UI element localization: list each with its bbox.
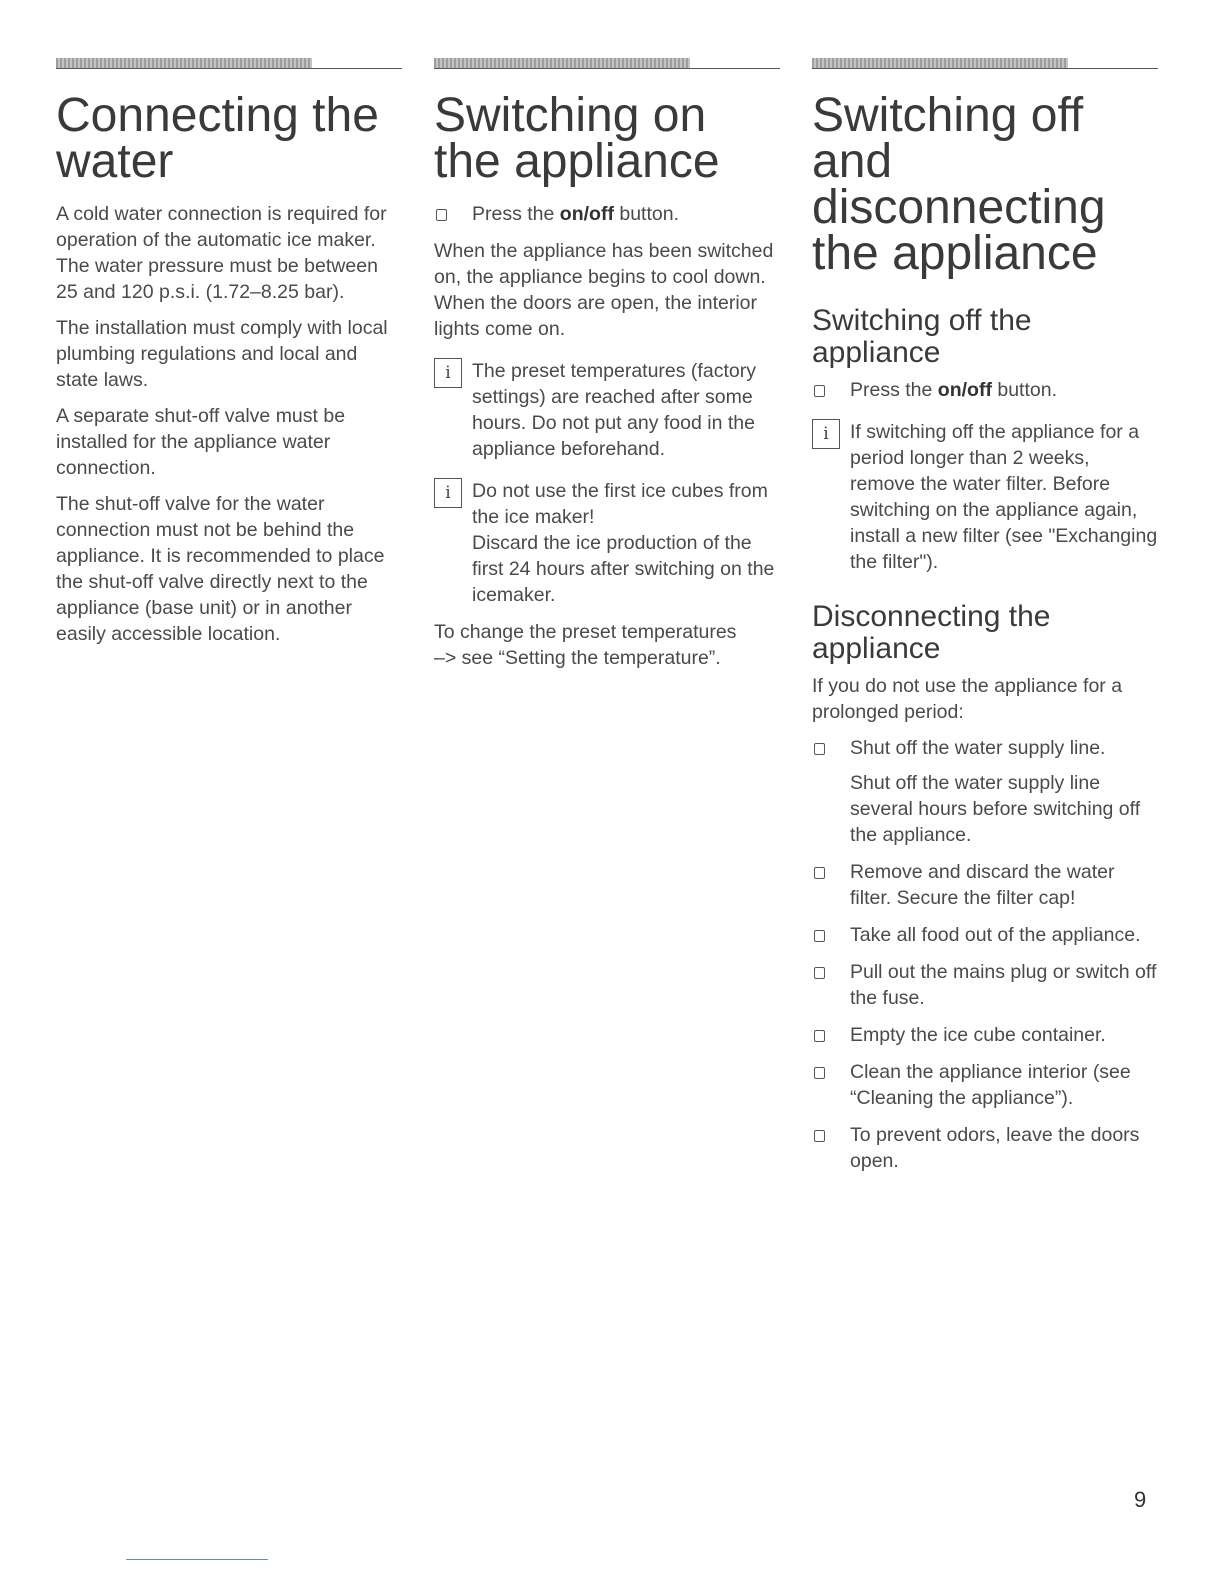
info-note (812, 419, 1158, 575)
page-number: 9 (1134, 1487, 1147, 1512)
footer-line (126, 1559, 268, 1560)
subheading-line: appliance (812, 336, 941, 369)
checkbox-bullet-icon (814, 930, 825, 942)
paragraph: A cold water connection is required for operation of the automatic ice maker. The water pressure must be between 25 and 120 p.s.i. (1.72–8.25 bar). (56, 203, 387, 303)
checkbox-bullet-icon (814, 1130, 825, 1142)
paragraph: When the appliance has been switched on, the appliance begins to cool down. When the doors are open, the interior lights come on. (434, 240, 774, 340)
step-text: button. (613, 203, 679, 225)
paragraph: If you do not use the appliance for a prolonged period: (812, 675, 1123, 723)
paragraph: A separate shut-off valve must be installed for the appliance water connection. (56, 405, 346, 479)
note-text: Do not use the first ice cubes from the ice maker! (472, 480, 768, 528)
paragraph: The shut-off valve for the water connection must not be behind the appliance. It is recommended to place the shut-off valve directly next to the appliance (base unit) or in another easily accessible location. (56, 493, 385, 645)
checkbox-bullet-icon (814, 385, 825, 397)
heading-line: the appliance (434, 135, 720, 188)
step-text: Remove and discard the water filter. Secure the filter cap! (850, 861, 1115, 909)
heading-line: Switching on (434, 89, 707, 142)
section-rule (434, 56, 780, 69)
step-text: Clean the appliance interior (see “Cleaning the appliance”). (850, 1061, 1131, 1109)
step-clean-interior (812, 1059, 1158, 1111)
heading-line: and (812, 135, 893, 188)
step-shut-off-water (812, 735, 1158, 761)
heading-connecting-water (56, 89, 402, 188)
rule-bar (434, 58, 690, 68)
subheading-disconnecting (812, 601, 1158, 665)
checkbox-bullet-icon (814, 867, 825, 879)
paragraph: The installation must comply with local plumbing regulations and local and state laws. (56, 317, 388, 391)
step-text: Empty the ice cube container. (850, 1024, 1106, 1046)
heading-line: water (56, 135, 174, 188)
subheading-line: Switching off the (812, 304, 1032, 337)
note-text: The preset temperatures (factory settings) are reached after some hours. Do not put any food in the appliance beforehand. (472, 360, 756, 460)
step-empty-container (812, 1022, 1158, 1048)
step-text: button. (991, 379, 1057, 401)
on-off-label: on/off (559, 203, 614, 225)
step-text: Shut off the water supply line. (850, 737, 1106, 759)
info-icon: i (434, 478, 462, 508)
step-remove-filter (812, 859, 1158, 911)
checkbox-bullet-icon (814, 1067, 825, 1079)
heading-line: Switching off (812, 89, 1084, 142)
step-text: Pull out the mains plug or switch off the fuse. (850, 961, 1157, 1009)
paragraph-line: –> see “Setting the temperature”. (434, 647, 721, 669)
rule-bar (812, 58, 1068, 68)
note-text: If switching off the appliance for a period longer than 2 weeks, remove the water filter. Before switching on the appliance again, install a new filter (see "Exchanging the filter"). (850, 421, 1158, 573)
column-connecting-water (56, 56, 402, 657)
heading-line: Connecting the (56, 89, 379, 142)
heading-switching-on (434, 89, 780, 188)
step-detail (812, 770, 1158, 848)
step-text: To prevent odors, leave the doors open. (850, 1124, 1140, 1172)
step-text: Press the (850, 379, 938, 401)
column-switching-off (812, 56, 1158, 1185)
subheading-switching-off (812, 305, 1158, 369)
heading-line: disconnecting (812, 181, 1106, 234)
section-rule (812, 56, 1158, 69)
note-text: Discard the ice production of the first 24 hours after switching on the icemaker. (472, 532, 775, 606)
paragraph (434, 619, 780, 671)
subheading-line: appliance (812, 632, 941, 665)
step-press-on-off (434, 201, 780, 227)
step-press-on-off (812, 377, 1158, 403)
checkbox-bullet-icon (814, 1030, 825, 1042)
step-detail-text: Shut off the water supply line several hours before switching off the appliance. (850, 772, 1141, 846)
checkbox-bullet-icon (436, 209, 447, 221)
info-note (434, 478, 780, 608)
on-off-label: on/off (937, 379, 992, 401)
paragraph-line: To change the preset temperatures (434, 621, 737, 643)
info-icon: i (812, 419, 840, 449)
heading-switching-off (812, 89, 1158, 280)
step-leave-doors-open (812, 1122, 1158, 1174)
heading-line: the appliance (812, 227, 1098, 280)
column-switching-on (434, 56, 780, 681)
info-icon: i (434, 358, 462, 388)
info-note (434, 358, 780, 462)
rule-bar (56, 58, 312, 68)
step-pull-plug (812, 959, 1158, 1011)
step-text: Press the (472, 203, 560, 225)
section-rule (56, 56, 402, 69)
step-take-food-out (812, 922, 1158, 948)
checkbox-bullet-icon (814, 743, 825, 755)
subheading-line: Disconnecting the (812, 600, 1051, 633)
checkbox-bullet-icon (814, 967, 825, 979)
step-text: Take all food out of the appliance. (850, 924, 1141, 946)
